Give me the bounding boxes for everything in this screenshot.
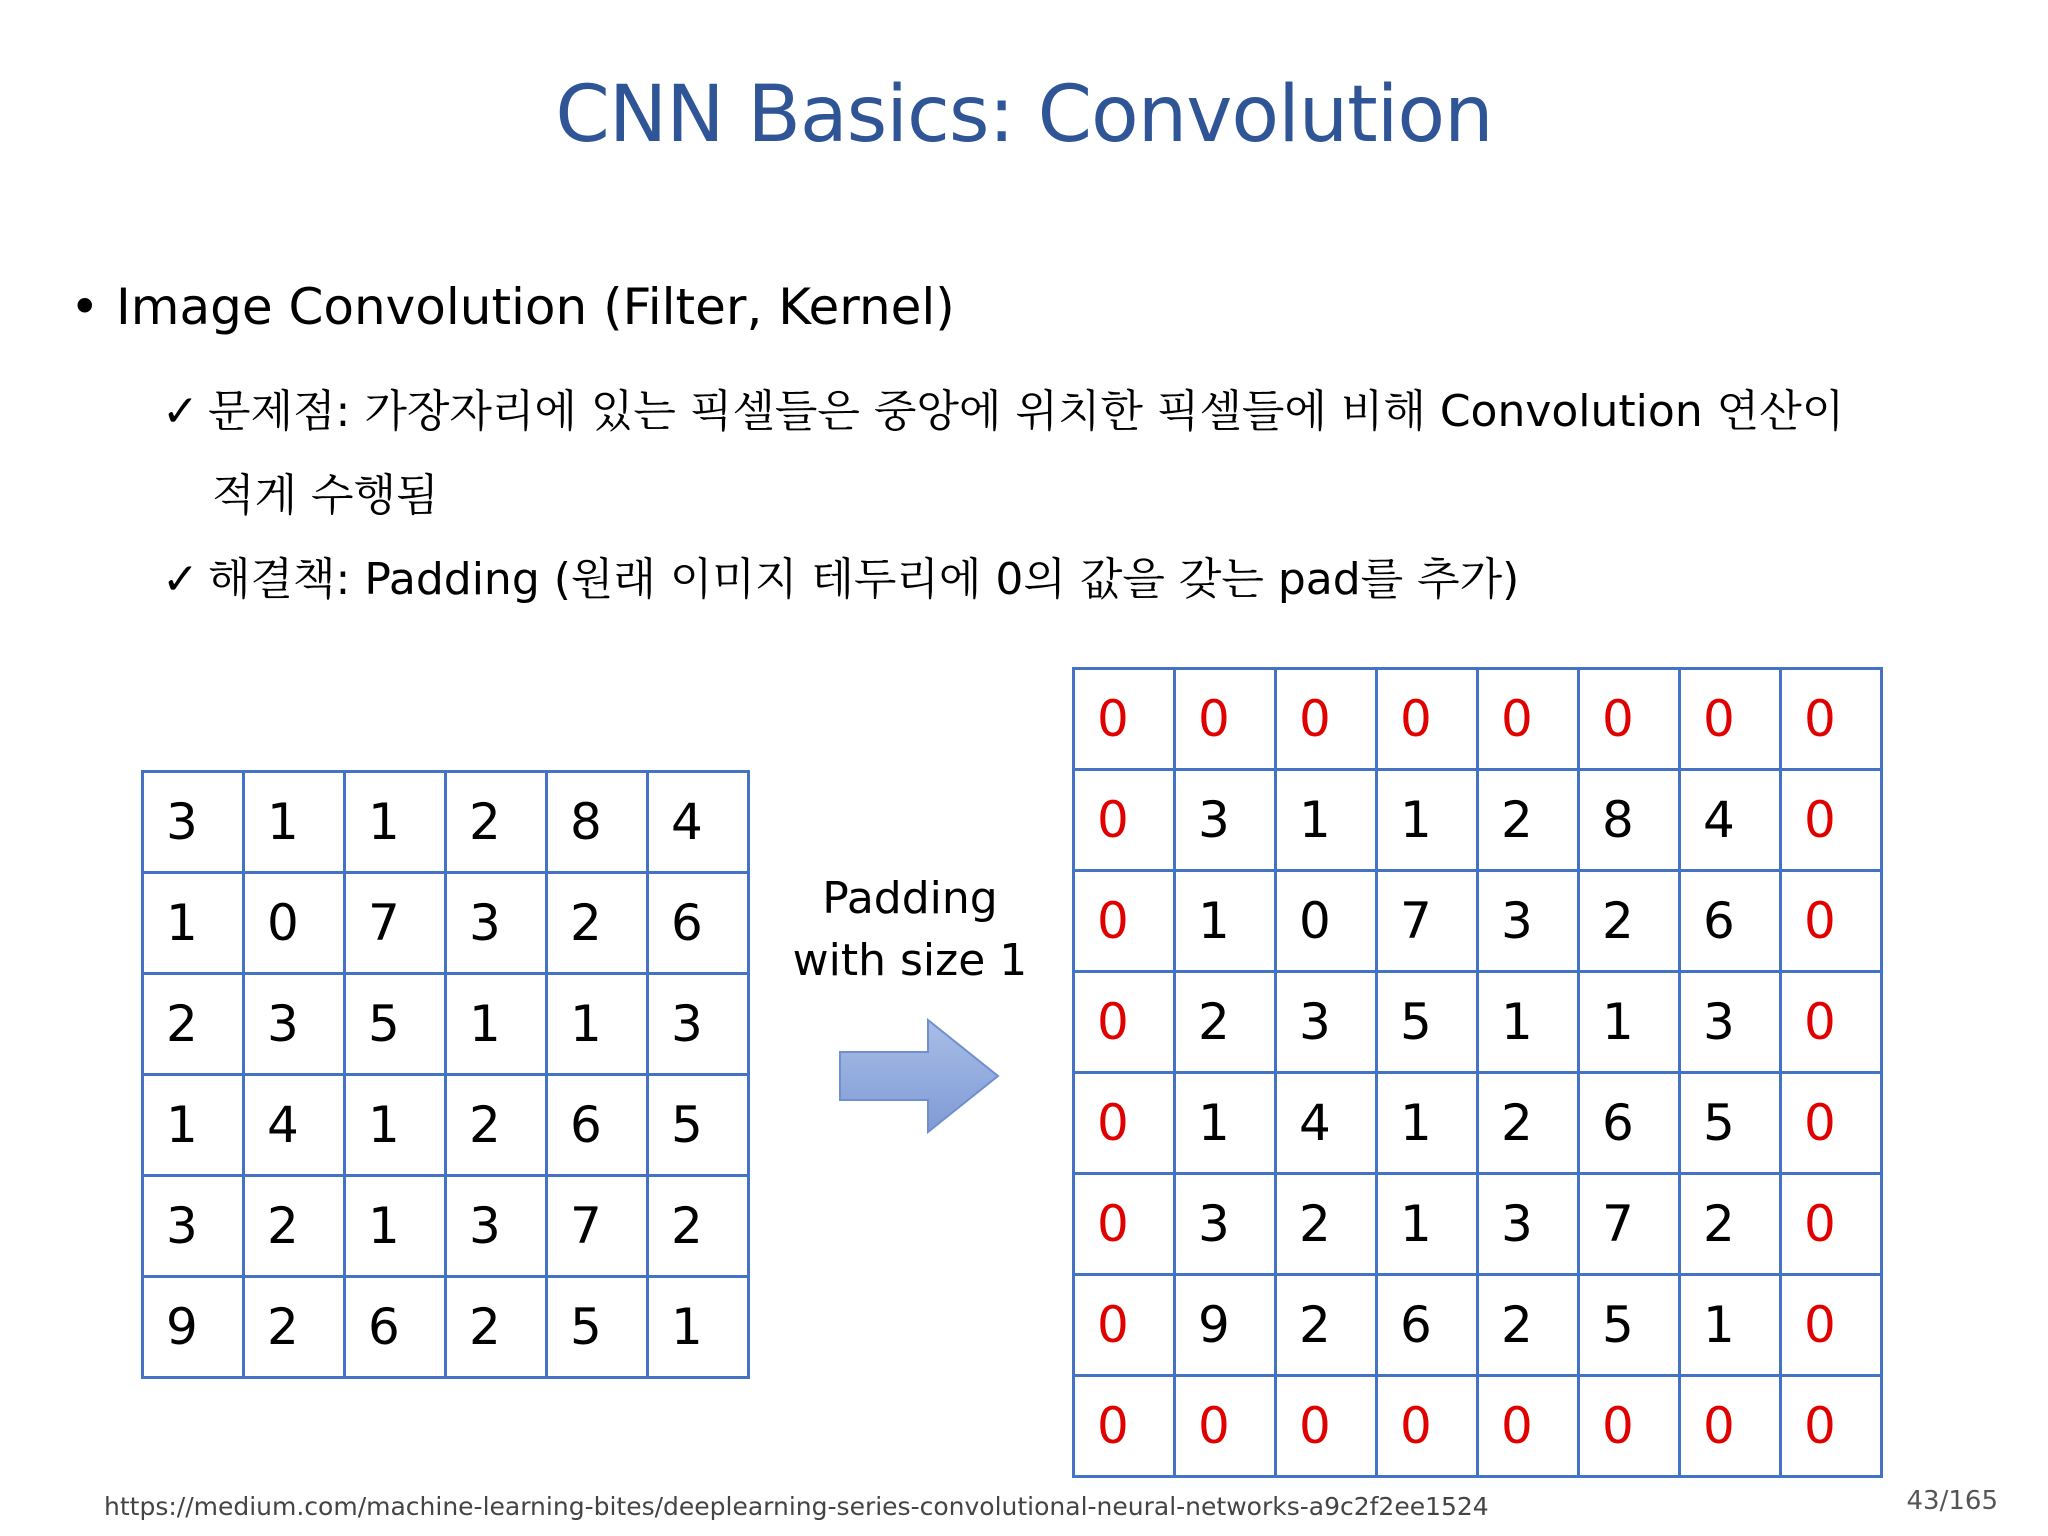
page-number: 43/165 (1906, 1486, 1998, 1516)
matrix-cell: 3 (1680, 972, 1781, 1073)
matrix-cell: 2 (1478, 1275, 1579, 1376)
padded-matrix-row (1074, 669, 1882, 770)
matrix-cell: 1 (143, 873, 244, 974)
matrix-cell: 6 (648, 873, 749, 974)
matrix-cell: 1 (1377, 1174, 1478, 1275)
padded-image-matrix (1072, 667, 1883, 1478)
matrix-cell: 3 (244, 974, 345, 1075)
matrix-cell: 1 (1478, 972, 1579, 1073)
matrix-cell: 5 (1579, 1275, 1680, 1376)
matrix-cell: 0 (244, 873, 345, 974)
subpoint-solution (162, 538, 1992, 622)
matrix-cell: 1 (1579, 972, 1680, 1073)
matrix-cell: 4 (1680, 770, 1781, 871)
matrix-cell: 1 (345, 1176, 446, 1277)
matrix-cell: 3 (143, 772, 244, 873)
matrix-cell: 5 (1377, 972, 1478, 1073)
source-url: https://medium.com/machine-learning-bites/deeplearning-series-convolutional-neural-networks-a9c2f2ee1524 (104, 1492, 1489, 1521)
matrix-cell: 4 (244, 1075, 345, 1176)
matrix-cell: 2 (446, 1075, 547, 1176)
matrix-cell: 1 (648, 1277, 749, 1378)
padded-matrix-row (1074, 1174, 1882, 1275)
matrix-cell: 7 (1579, 1174, 1680, 1275)
matrix-cell: 9 (143, 1277, 244, 1378)
matrix-cell: 3 (1478, 1174, 1579, 1275)
matrix-cell: 3 (446, 873, 547, 974)
matrix-cell: 7 (1377, 871, 1478, 972)
matrix-cell: 1 (1680, 1275, 1781, 1376)
padded-matrix-row (1074, 972, 1882, 1073)
padding-label-line1: Padding (822, 873, 998, 924)
matrix-row (143, 1075, 749, 1176)
slide-title: CNN Basics: Convolution (555, 70, 1493, 160)
padding-cell: 0 (1074, 871, 1175, 972)
matrix-cell: 6 (1579, 1073, 1680, 1174)
matrix-cell: 2 (1680, 1174, 1781, 1275)
matrix-cell: 8 (1579, 770, 1680, 871)
padding-cell: 0 (1175, 669, 1276, 770)
matrix-cell: 2 (1579, 871, 1680, 972)
padding-cell: 0 (1074, 1174, 1175, 1275)
subpoint-problem (162, 370, 1992, 538)
right-arrow-icon (838, 1018, 1002, 1134)
padding-cell: 0 (1074, 972, 1175, 1073)
matrix-cell: 1 (244, 772, 345, 873)
padded-matrix-row (1074, 871, 1882, 972)
padded-matrix-row (1074, 1376, 1882, 1477)
matrix-cell: 2 (244, 1277, 345, 1378)
matrix-cell: 1 (345, 772, 446, 873)
padding-cell: 0 (1579, 1376, 1680, 1477)
matrix-cell: 4 (1276, 1073, 1377, 1174)
matrix-cell: 3 (1276, 972, 1377, 1073)
padding-cell: 0 (1276, 669, 1377, 770)
matrix-cell: 2 (1175, 972, 1276, 1073)
padding-label (770, 868, 1050, 992)
checkmark-icon: ✓ (162, 386, 199, 437)
matrix-cell: 2 (244, 1176, 345, 1277)
matrix-cell: 1 (1377, 1073, 1478, 1174)
matrix-cell: 3 (648, 974, 749, 1075)
padded-matrix-row (1074, 1073, 1882, 1174)
padding-cell: 0 (1478, 669, 1579, 770)
padding-cell: 0 (1781, 669, 1882, 770)
padding-cell: 0 (1074, 669, 1175, 770)
padding-cell: 0 (1781, 770, 1882, 871)
matrix-cell: 6 (1377, 1275, 1478, 1376)
matrix-cell: 1 (1175, 1073, 1276, 1174)
matrix-cell: 5 (547, 1277, 648, 1378)
matrix-cell: 1 (1175, 871, 1276, 972)
matrix-cell: 6 (1680, 871, 1781, 972)
matrix-cell: 1 (345, 1075, 446, 1176)
matrix-cell: 7 (345, 873, 446, 974)
matrix-cell: 2 (1276, 1275, 1377, 1376)
padded-matrix-row (1074, 1275, 1882, 1376)
bullet-item (70, 278, 955, 336)
padding-cell: 0 (1377, 669, 1478, 770)
bullet-marker: • (70, 278, 100, 336)
matrix-cell: 6 (547, 1075, 648, 1176)
bullet-text: Image Convolution (Filter, Kernel) (116, 278, 955, 336)
matrix-cell: 1 (143, 1075, 244, 1176)
matrix-cell: 2 (1478, 1073, 1579, 1174)
matrix-cell: 2 (446, 1277, 547, 1378)
matrix-cell: 3 (1175, 770, 1276, 871)
subpoint-problem-line2: 적게 수행됨 (212, 470, 439, 521)
padding-label-line2: with size 1 (792, 935, 1028, 986)
padding-cell: 0 (1781, 972, 1882, 1073)
padding-cell: 0 (1781, 1376, 1882, 1477)
matrix-cell: 7 (547, 1176, 648, 1277)
matrix-cell: 5 (1680, 1073, 1781, 1174)
matrix-row (143, 772, 749, 873)
matrix-cell: 1 (547, 974, 648, 1075)
matrix-cell: 6 (345, 1277, 446, 1378)
matrix-cell: 5 (345, 974, 446, 1075)
padding-cell: 0 (1781, 871, 1882, 972)
matrix-cell: 4 (648, 772, 749, 873)
padding-cell: 0 (1781, 1073, 1882, 1174)
matrix-cell: 2 (143, 974, 244, 1075)
padding-cell: 0 (1478, 1376, 1579, 1477)
matrix-cell: 3 (143, 1176, 244, 1277)
matrix-cell: 0 (1276, 871, 1377, 972)
subpoint-solution-text: 해결책: Padding (원래 이미지 테두리에 0의 값을 갖는 pad를 추가) (208, 554, 1520, 605)
padding-cell: 0 (1680, 669, 1781, 770)
matrix-cell: 9 (1175, 1275, 1276, 1376)
padding-cell: 0 (1074, 1275, 1175, 1376)
padding-cell: 0 (1175, 1376, 1276, 1477)
matrix-cell: 3 (446, 1176, 547, 1277)
matrix-cell: 3 (1478, 871, 1579, 972)
padding-cell: 0 (1377, 1376, 1478, 1477)
checkmark-icon: ✓ (162, 554, 199, 605)
matrix-cell: 2 (547, 873, 648, 974)
matrix-cell: 2 (1276, 1174, 1377, 1275)
matrix-row (143, 1176, 749, 1277)
padding-cell: 0 (1074, 1073, 1175, 1174)
padding-cell: 0 (1579, 669, 1680, 770)
padding-cell: 0 (1276, 1376, 1377, 1477)
matrix-cell: 8 (547, 772, 648, 873)
subpoint-problem-line1: 문제점: 가장자리에 있는 픽셀들은 중앙에 위치한 픽셀들에 비해 Convolution 연산이 (208, 386, 1845, 437)
matrix-cell: 1 (1276, 770, 1377, 871)
original-image-matrix (141, 770, 750, 1379)
matrix-cell: 2 (446, 772, 547, 873)
padding-cell: 0 (1781, 1275, 1882, 1376)
matrix-cell: 1 (1377, 770, 1478, 871)
padding-cell: 0 (1781, 1174, 1882, 1275)
padding-cell: 0 (1680, 1376, 1781, 1477)
matrix-cell: 2 (1478, 770, 1579, 871)
matrix-row (143, 1277, 749, 1378)
matrix-cell: 3 (1175, 1174, 1276, 1275)
padded-matrix-row (1074, 770, 1882, 871)
matrix-row (143, 873, 749, 974)
matrix-cell: 1 (446, 974, 547, 1075)
matrix-row (143, 974, 749, 1075)
padding-cell: 0 (1074, 1376, 1175, 1477)
matrix-cell: 2 (648, 1176, 749, 1277)
matrix-cell: 5 (648, 1075, 749, 1176)
padding-cell: 0 (1074, 770, 1175, 871)
